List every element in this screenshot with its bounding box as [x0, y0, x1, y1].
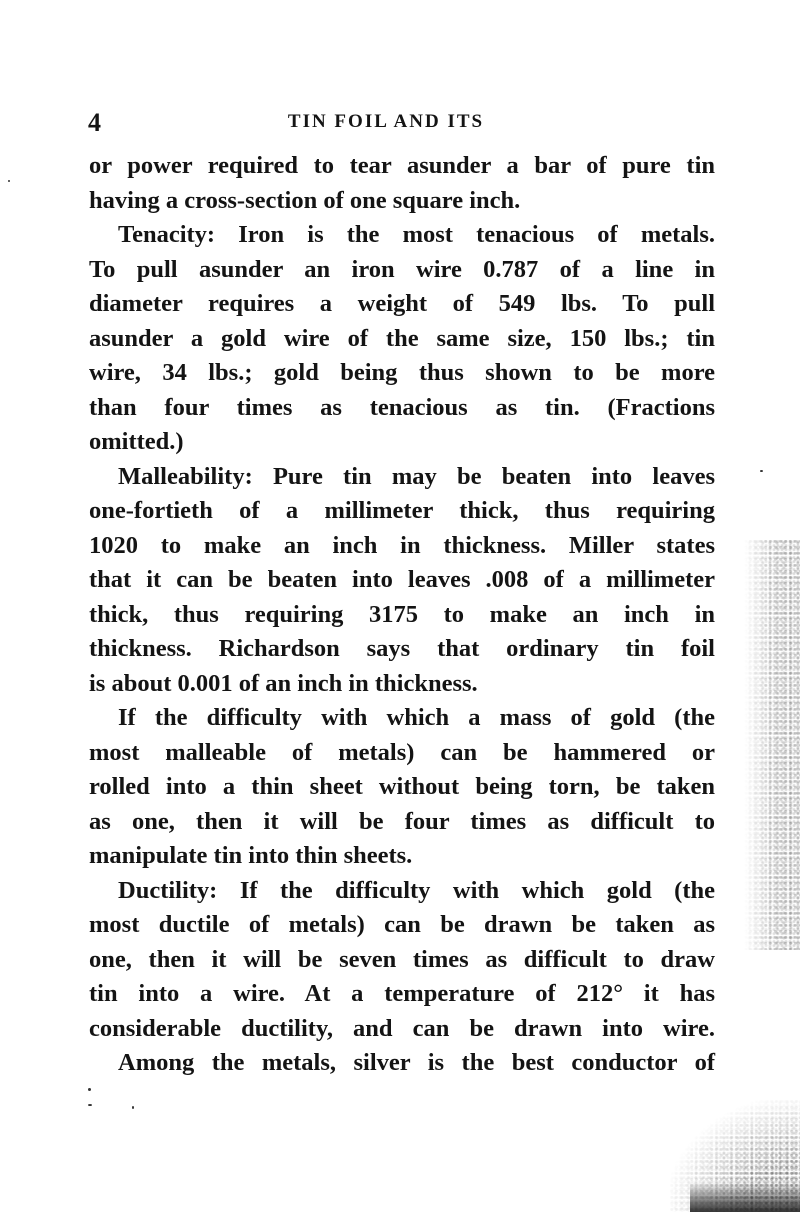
scan-artifact-edge: [744, 540, 800, 950]
text-line: To pull asunder an iron wire 0.787 of a line in: [89, 255, 715, 283]
text-line: one-fortieth of a millimeter thick, thus requiring: [89, 497, 715, 524]
scan-shadow-corner: [690, 1182, 800, 1212]
text-line: most ductile of metals) can be drawn be taken as: [89, 911, 715, 938]
text-line: asunder a gold wire of the same size, 150 lbs.; tin: [89, 324, 715, 352]
text-line: as one, then it will be four times as difficult to: [89, 807, 715, 835]
scan-speck: [88, 1088, 91, 1091]
text-line: 1020 to make an inch in thickness. Miller states: [89, 531, 715, 559]
paragraph-start-line: Among the metals, silver is the best conductor of: [118, 1049, 715, 1076]
text-line: rolled into a thin sheet without being torn, be taken: [89, 773, 715, 800]
text-line: tin into a wire. At a temperature of 212° it has: [89, 980, 715, 1007]
text-line: considerable ductility, and can be drawn into wire.: [89, 1014, 715, 1042]
text-line: one, then it will be seven times as difficult to draw: [89, 945, 715, 973]
paragraph-start-line: Ductility: If the difficulty with which gold (the: [118, 876, 715, 904]
text-line: or power required to tear asunder a bar of pure tin: [89, 152, 715, 179]
scan-speck: [8, 180, 10, 182]
text-line: is about 0.001 of an inch in thickness.: [89, 669, 478, 697]
scan-speck: [88, 1104, 92, 1106]
paragraph-start-line: Malleability: Pure tin may be beaten into leaves: [118, 462, 715, 490]
text-line: than four times as tenacious as tin. (Fractions: [89, 393, 715, 421]
text-line: manipulate tin into thin sheets.: [89, 842, 413, 869]
text-line: diameter requires a weight of 549 lbs. To pull: [89, 290, 715, 317]
text-line: omitted.): [89, 428, 184, 455]
text-line: thickness. Richardson says that ordinary tin foil: [89, 635, 715, 662]
scan-speck: [132, 1106, 134, 1109]
scan-speck: [760, 470, 763, 472]
running-head: TIN FOIL AND ITS: [287, 111, 485, 132]
body-text: [89, 149, 715, 1081]
text-line: thick, thus requiring 3175 to make an inch in: [89, 600, 715, 628]
page-header: [88, 108, 714, 142]
text-line: having a cross-section of one square inch.: [89, 186, 521, 214]
text-line: most malleable of metals) can be hammered or: [89, 738, 715, 766]
page-number: 4: [88, 108, 101, 137]
text-line: that it can be beaten into leaves .008 of a millimeter: [89, 566, 715, 593]
paragraph-start-line: Tenacity: Iron is the most tenacious of metals.: [118, 221, 715, 248]
paragraph-start-line: If the difficulty with which a mass of gold (the: [118, 704, 715, 731]
text-line: wire, 34 lbs.; gold being thus shown to be more: [89, 359, 715, 386]
